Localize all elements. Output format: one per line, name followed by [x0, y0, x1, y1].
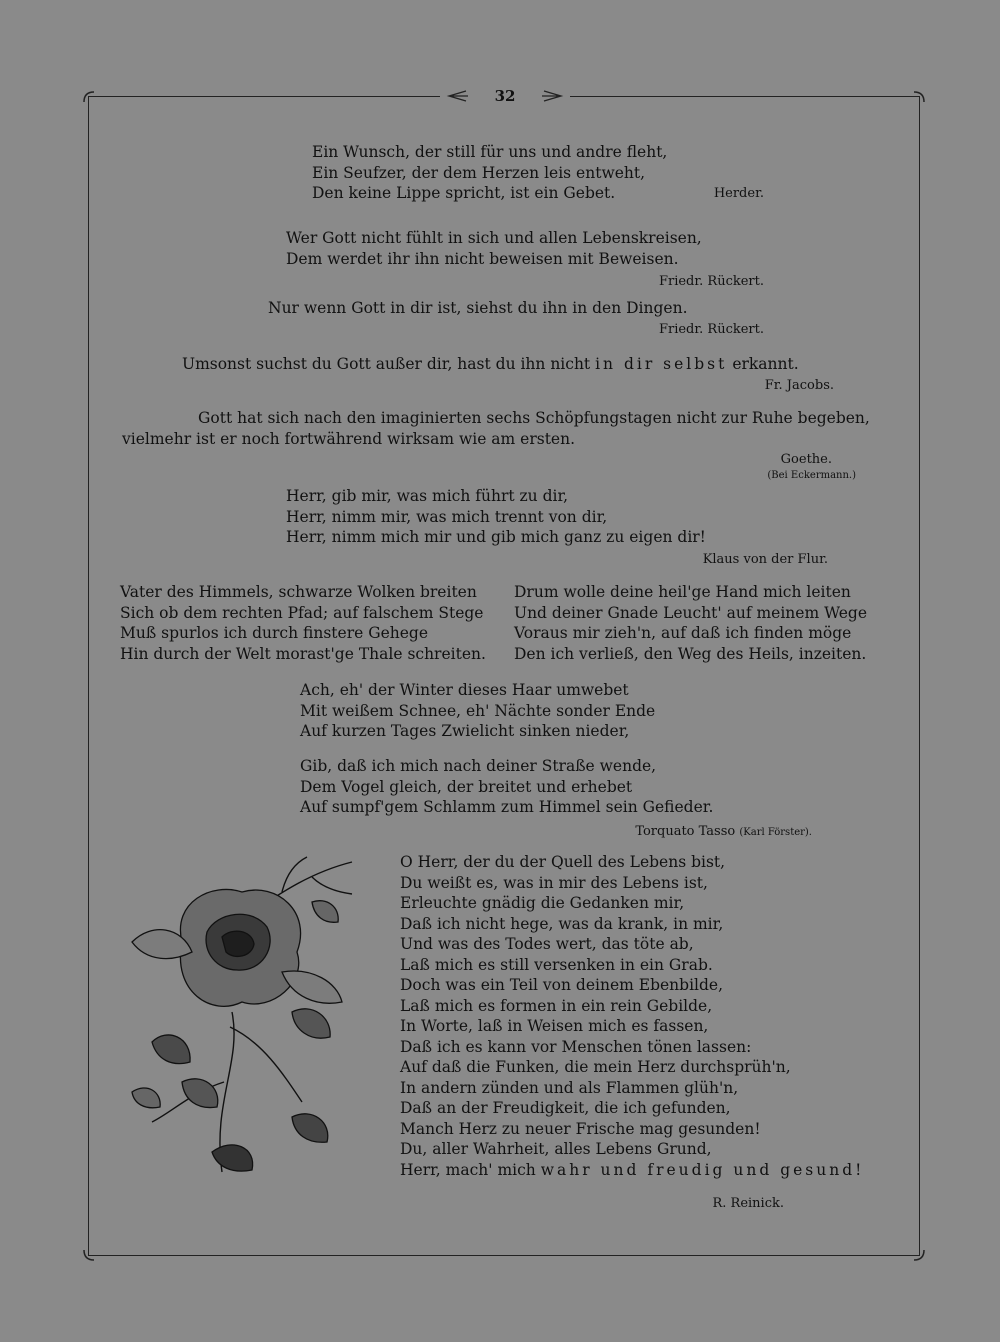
- verse-line: Drum wolle deine heil'ge Hand mich leiten: [514, 583, 851, 601]
- verse-line: Du weißt es, was in mir des Lebens ist,: [400, 873, 708, 892]
- rueckert-verse-2: [268, 298, 688, 319]
- verse-line: [400, 1160, 864, 1181]
- verse-line: Den ich verließ, den Weg des Heils, inzeiten.: [514, 644, 867, 663]
- verse-line: Hin durch der Welt morast'ge Thale schreiten.: [120, 644, 486, 663]
- verse-line: Auf sumpf'gem Schlamm zum Himmel sein Gefieder.: [300, 798, 714, 816]
- tasso-translator: (Karl Förster).: [739, 827, 812, 838]
- verse-line: O Herr, der du der Quell des Lebens bist,: [400, 853, 726, 871]
- verse-line: Ein Wunsch, der still für uns und andre fleht,: [312, 143, 668, 161]
- verse-line: In Worte, laß in Weisen mich es fassen,: [400, 1017, 709, 1035]
- verse-line: Nur wenn Gott in dir ist, siehst du ihn in den Dingen.: [268, 299, 688, 317]
- verse-line: Daß an der Freudigkeit, die ich gefunden,: [400, 1099, 731, 1117]
- tasso-right-column: [514, 582, 867, 664]
- corner-ornament-icon: [82, 1248, 96, 1262]
- jacobs-author: Fr. Jacobs.: [764, 378, 834, 393]
- corner-ornament-icon: [912, 90, 926, 104]
- verse-line: Ach, eh' der Winter dieses Haar umwebet: [300, 681, 629, 699]
- verse-line: Den keine Lippe spricht, ist ein Gebet.: [312, 184, 616, 202]
- goethe-author: Goethe.: [780, 452, 832, 467]
- verse-line: Gib, daß ich mich nach deiner Straße wende,: [300, 757, 657, 775]
- verse-emphasis: wahr und freudig und gesund!: [540, 1160, 865, 1179]
- verse-line: Wer Gott nicht fühlt in sich und allen Lebenskreisen,: [286, 229, 702, 247]
- verse-line: Doch was ein Teil von deinem Ebenbilde,: [400, 976, 724, 994]
- verse-line: Daß ich es kann vor Menschen tönen lassen:: [400, 1037, 752, 1056]
- verse-line: Mit weißem Schnee, eh' Nächte sonder Ende: [300, 701, 656, 720]
- verse-emphasis: in dir selbst: [595, 355, 728, 373]
- verse-line: Auf daß die Funken, die mein Herz durchsprüh'n,: [400, 1058, 791, 1076]
- prose-line: Gott hat sich nach den imaginierten sechs Schöpfungstagen nicht zur Ruhe begeben,: [198, 409, 870, 427]
- goethe-prose: [122, 408, 870, 449]
- herder-author: Herder.: [713, 186, 764, 201]
- verse-line: Und deiner Gnade Leucht' auf meinem Wege: [514, 603, 868, 622]
- herder-verse: [312, 142, 667, 204]
- verse-line: Sich ob dem rechten Pfad; auf falschem Stege: [120, 603, 484, 622]
- rueckert-author-1: Friedr. Rückert.: [658, 274, 764, 289]
- verse-line: In andern zünden und als Flammen glüh'n,: [400, 1078, 739, 1097]
- tasso-stanza-1: [300, 680, 655, 742]
- page-number-header: [440, 84, 570, 108]
- verse-text: Herr, mach' mich: [400, 1160, 536, 1179]
- rueckert-author-2: Friedr. Rückert.: [658, 322, 764, 337]
- verse-line: Erleuchte gnädig die Gedanken mir,: [400, 894, 685, 912]
- right-arrow-ornament-icon: [542, 90, 564, 102]
- goethe-source: (Bei Eckermann.): [767, 470, 856, 481]
- flur-verse: [286, 486, 706, 548]
- rose-illustration-icon: [112, 852, 372, 1182]
- left-arrow-ornament-icon: [446, 90, 468, 102]
- verse-line: Dem werdet ihr ihn nicht beweisen mit Beweisen.: [286, 249, 679, 268]
- jacobs-verse: [182, 354, 799, 375]
- reinick-author: R. Reinick.: [712, 1196, 784, 1211]
- verse-text: erkannt.: [732, 355, 799, 373]
- verse-line: Dem Vogel gleich, der breitet und erhebet: [300, 777, 633, 796]
- verse-line: Auf kurzen Tages Zwielicht sinken nieder,: [300, 722, 630, 740]
- verse-line: Daß ich nicht hege, was da krank, in mir,: [400, 914, 724, 933]
- page-number: 32: [494, 87, 516, 105]
- verse-line: Du, aller Wahrheit, alles Lebens Grund,: [400, 1140, 712, 1158]
- verse-line: Voraus mir zieh'n, auf daß ich finden möge: [514, 624, 852, 642]
- corner-ornament-icon: [82, 90, 96, 104]
- verse-line: Laß mich es still versenken in ein Grab.: [400, 955, 713, 974]
- verse-line: Ein Seufzer, der dem Herzen leis entweht,: [312, 163, 646, 182]
- flur-author: Klaus von der Flur.: [702, 552, 828, 567]
- tasso-stanza-2: [300, 756, 713, 818]
- verse-text: Umsonst suchst du Gott außer dir, hast du ihn nicht: [182, 355, 591, 373]
- verse-line: Manch Herz zu neuer Frische mag gesunden!: [400, 1119, 761, 1138]
- verse-line: Herr, gib mir, was mich führt zu dir,: [286, 487, 569, 505]
- verse-line: Und was des Todes wert, das töte ab,: [400, 935, 694, 953]
- verse-line: Muß spurlos ich durch finstere Gehege: [120, 624, 429, 642]
- rueckert-verse-1: [286, 228, 702, 269]
- verse-line: Herr, nimm mich mir und gib mich ganz zu eigen dir!: [286, 528, 706, 546]
- reinick-verse: [400, 852, 864, 1180]
- verse-line: Herr, nimm mir, was mich trennt von dir,: [286, 507, 608, 526]
- corner-ornament-icon: [912, 1248, 926, 1262]
- tasso-attribution: [635, 824, 812, 839]
- tasso-author: Torquato Tasso: [635, 824, 736, 839]
- verse-line: Vater des Himmels, schwarze Wolken breiten: [120, 583, 477, 601]
- tasso-left-column: [120, 582, 486, 664]
- verse-line: Laß mich es formen in ein rein Gebilde,: [400, 996, 713, 1015]
- prose-line: vielmehr ist er noch fortwährend wirksam wie am ersten.: [122, 429, 576, 448]
